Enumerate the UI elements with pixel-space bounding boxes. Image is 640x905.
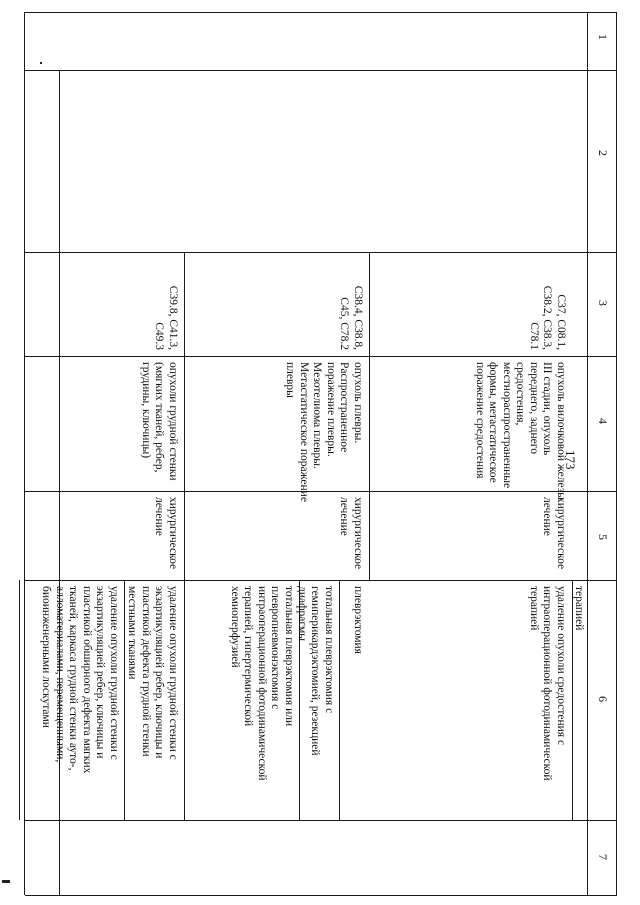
column-number: 7 [596,854,610,860]
col-rule-8 [25,895,617,896]
col-rule-1 [25,12,617,13]
row-rule [19,580,20,820]
scan-speck [2,880,10,883]
col-rule-7 [25,820,617,821]
column-number: 4 [596,418,610,424]
row-rule [369,252,370,581]
column-number: 2 [596,150,610,156]
method-part: удаление опухоли грудной стенки с экзартикуляцией ребер, ключицы и пластикой обширного дефекта мягких тканей, каркаса грудной стенки ауто-, алломатериалами, перемещенными, биоинженерными лоскутами [40,586,120,774]
col-rule-6 [25,580,617,581]
row-rule [184,580,185,820]
treatment-type-cell: хирургическое лечение [338,497,364,570]
row-rule [339,580,340,820]
diagnosis-cell: опухоль плевры. Распространенное поражение плевры. Мезотелиома плевры. Метастатическое поражение плевры [284,362,364,502]
column-number: 1 [596,34,610,40]
method-part: плеврэктомия [352,586,364,654]
method-cell: терапией [573,586,585,631]
header-top-rule [616,12,617,895]
method-part: тотальная плеврэктомия с гемиперикардэктомией, резекцией диафрагмы [296,586,335,756]
row-rule [184,252,185,581]
method-cell: удаление опухоли средостения с интраоперационной фотодинамической терапией [528,586,567,781]
method-part: тотальная плеврэктомия или плевропневмонэктомия с интраоперационной фотодинамической терапией, гипертермической хемиоперфузией [229,586,295,781]
page-number: 173 [563,450,578,470]
codes-cell: С37, С08.1, С38.2, С38.3, С78.1 [528,285,567,350]
col-rule-3 [25,252,617,253]
scan-speck [40,62,42,64]
column-number: 6 [596,696,610,702]
column-number: 5 [596,534,610,540]
treatment-type-cell: хирургическое лечение [153,497,179,570]
diagnosis-cell: опухоли грудной стенки (мягких тканей, ребер, грудины, ключицы) [140,362,179,481]
header-bottom-rule [587,12,588,895]
diagnosis-cell: опухоль вилочковой железы III стадии, опухоль переднего, заднего средостения, местнораспространенные формы, метастатическое поражение средостения [474,362,567,501]
column-number: 3 [596,300,610,306]
method-part: удаление опухоли грудной стенки с экзартикуляцией ребер, ключицы и пластикой дефекта грудной стенки местными тканями [126,586,179,760]
codes-cell: С38.4, С38.8, С45, С78.2 [338,285,364,350]
treatment-type-cell: хирургическое лечение [541,497,567,570]
page-bottom-rule [24,12,25,895]
col-rule-2 [25,70,617,71]
codes-cell: С39.8, С41.3, С49.3 [153,285,179,350]
col-rule-4 [25,356,617,357]
